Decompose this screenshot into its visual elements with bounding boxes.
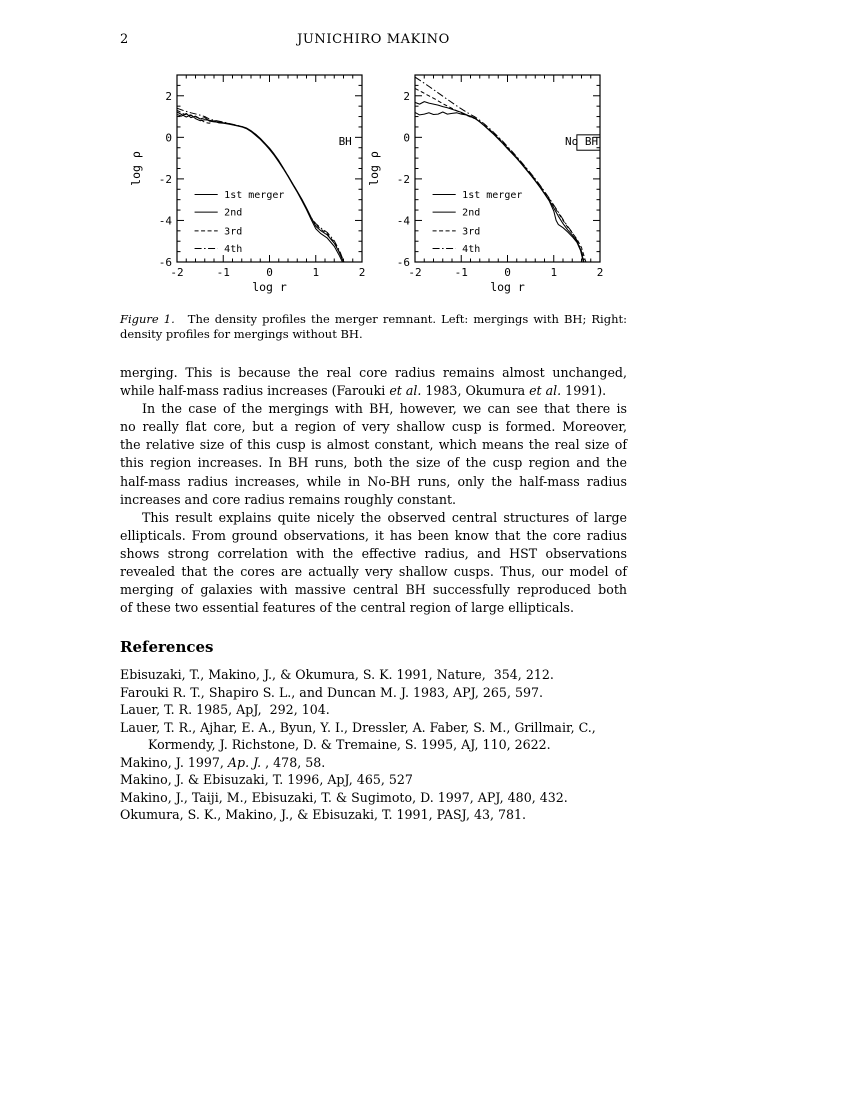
series-line-4th: [415, 77, 586, 265]
x-tick-label: -2: [170, 266, 184, 279]
legend-label: 1st merger: [462, 189, 523, 201]
reference-line: Kormendy, J. Richstone, D. & Tremaine, S. 1995, AJ, 110, 2622.: [148, 737, 551, 752]
figure-caption-label: Figure 1.: [120, 312, 175, 326]
figure-caption-line2: density profiles for mergings without BH.: [120, 327, 363, 341]
legend-label: 2nd: [224, 207, 243, 219]
body-line: In the case of the mergings with BH, however, we can see that there is: [142, 401, 627, 417]
x-tick-label: 0: [266, 266, 273, 279]
figure-caption: [120, 312, 627, 342]
figure-caption-text: The density profiles the merger remnant. Left: mergings with BH; Right:: [187, 312, 627, 326]
y-tick-label: -2: [396, 172, 410, 186]
y-tick-labels: [397, 90, 411, 269]
y-tick-label: -4: [158, 214, 172, 228]
plot-frame: [177, 75, 362, 262]
x-tick-labels: [170, 266, 365, 279]
body-line: no really flat core, but a region of very shallow cusp is formed. Moreover,: [120, 419, 627, 435]
legend-label: 1st merger: [224, 189, 285, 201]
legend-label: 4th: [462, 243, 481, 255]
bh-density-profile-chart: [120, 68, 370, 296]
x-tick-label: 2: [596, 266, 604, 279]
body-line: merging of galaxies with massive central BH successfully reproduced both: [120, 582, 627, 598]
body-line: increases and core radius remains roughly constant.: [120, 491, 457, 507]
legend-label: 3rd: [224, 226, 243, 238]
y-tick-label: -6: [158, 256, 172, 269]
legend: [433, 190, 523, 255]
figure-panel-bh: [120, 68, 370, 296]
body-line: while half-mass radius increases (Farouki et al. 1983, Okumura et al. 1991).: [120, 383, 607, 399]
body-line: of these two essential features of the central region of large ellipticals.: [120, 600, 574, 616]
body-line: merging. This is because the real core radius remains almost unchanged,: [120, 365, 627, 380]
x-tick-label: -1: [454, 266, 468, 279]
axis-ticks: [415, 75, 600, 262]
series-line-2nd: [177, 112, 344, 264]
references-list: [120, 666, 640, 824]
reference-line: Lauer, T. R., Ajhar, E. A., Byun, Y. I., Dressler, A. Faber, S. M., Grillmair, C.,: [120, 719, 596, 735]
body-line: This result explains quite nicely the observed central structures of large: [142, 509, 627, 525]
series-line-1st-merger: [415, 112, 584, 264]
y-axis-label: log ρ: [129, 151, 143, 186]
x-tick-label: -2: [408, 266, 422, 279]
y-axis-label: log ρ: [367, 151, 381, 186]
series-group: [415, 77, 587, 265]
reference-line: Okumura, S. K., Makino, J., & Ebisuzaki, T. 1991, PASJ, 43, 781.: [120, 807, 527, 822]
reference-line: Makino, J. 1997, Ap. J. , 478, 58.: [120, 754, 326, 770]
y-tick-label: -4: [396, 214, 410, 228]
reference-line: Makino, J., Taiji, M., Ebisuzaki, T. & Sugimoto, D. 1997, APJ, 480, 432.: [120, 789, 568, 805]
references-heading: References: [120, 638, 214, 656]
plot-frame: [415, 75, 600, 262]
figure-caption-line1: [120, 312, 627, 327]
y-tick-labels: [159, 90, 173, 269]
reference-line: Makino, J. & Ebisuzaki, T. 1996, ApJ, 465, 527: [120, 772, 413, 787]
series-line-2nd: [415, 102, 585, 266]
page-number: 2: [120, 32, 129, 47]
x-tick-label: 1: [312, 266, 320, 279]
x-axis-label: log r: [252, 280, 287, 294]
x-tick-labels: [408, 266, 603, 279]
x-tick-label: 1: [550, 266, 558, 279]
y-tick-label: 2: [403, 89, 410, 103]
reference-line: Ebisuzaki, T., Makino, J., & Okumura, S. K. 1991, Nature, 354, 212.: [120, 667, 554, 682]
series-line-4th: [177, 108, 346, 265]
y-tick-label: 2: [165, 89, 172, 103]
series-line-3rd: [177, 110, 344, 264]
annotation-label: No BH: [565, 135, 599, 149]
running-head: JUNICHIRO MAKINO: [297, 32, 450, 47]
body-line: ellipticals. From ground observations, it has been know that the core radius: [120, 527, 627, 543]
x-tick-label: -1: [216, 266, 230, 279]
legend-label: 3rd: [462, 226, 481, 238]
body-line: half-mass radius increases, while in No-BH runs, only the half-mass radius: [120, 473, 627, 489]
axis-ticks: [177, 75, 362, 262]
nobh-density-profile-chart: [358, 68, 608, 296]
reference-line: Lauer, T. R. 1985, ApJ, 292, 104.: [120, 702, 330, 717]
x-tick-label: 2: [358, 266, 366, 279]
body-line: this region increases. In BH runs, both the size of the cusp region and the: [120, 455, 627, 471]
y-tick-label: 0: [165, 131, 172, 145]
body-line: shows strong correlation with the effective radius, and HST observations: [120, 545, 627, 561]
reference-line: Farouki R. T., Shapiro S. L., and Duncan M. J. 1983, APJ, 265, 597.: [120, 684, 543, 700]
legend-label: 4th: [224, 243, 243, 255]
y-tick-label: 0: [403, 131, 410, 145]
y-tick-label: -2: [158, 172, 172, 186]
body-text: [120, 364, 627, 617]
x-axis-label: log r: [490, 280, 525, 294]
series-line-3rd: [415, 89, 587, 266]
legend: [195, 190, 285, 255]
body-line: the relative size of this cusp is almost constant, which means the real size of: [120, 437, 627, 453]
body-line: revealed that the cores are actually very shallow cusps. Thus, our model of: [120, 564, 627, 580]
legend-label: 2nd: [462, 207, 481, 219]
figure-panel-nobh: [358, 68, 608, 296]
y-tick-label: -6: [396, 256, 410, 269]
annotation-label: BH: [338, 135, 352, 149]
series-group: [177, 108, 346, 265]
x-tick-label: 0: [504, 266, 511, 279]
